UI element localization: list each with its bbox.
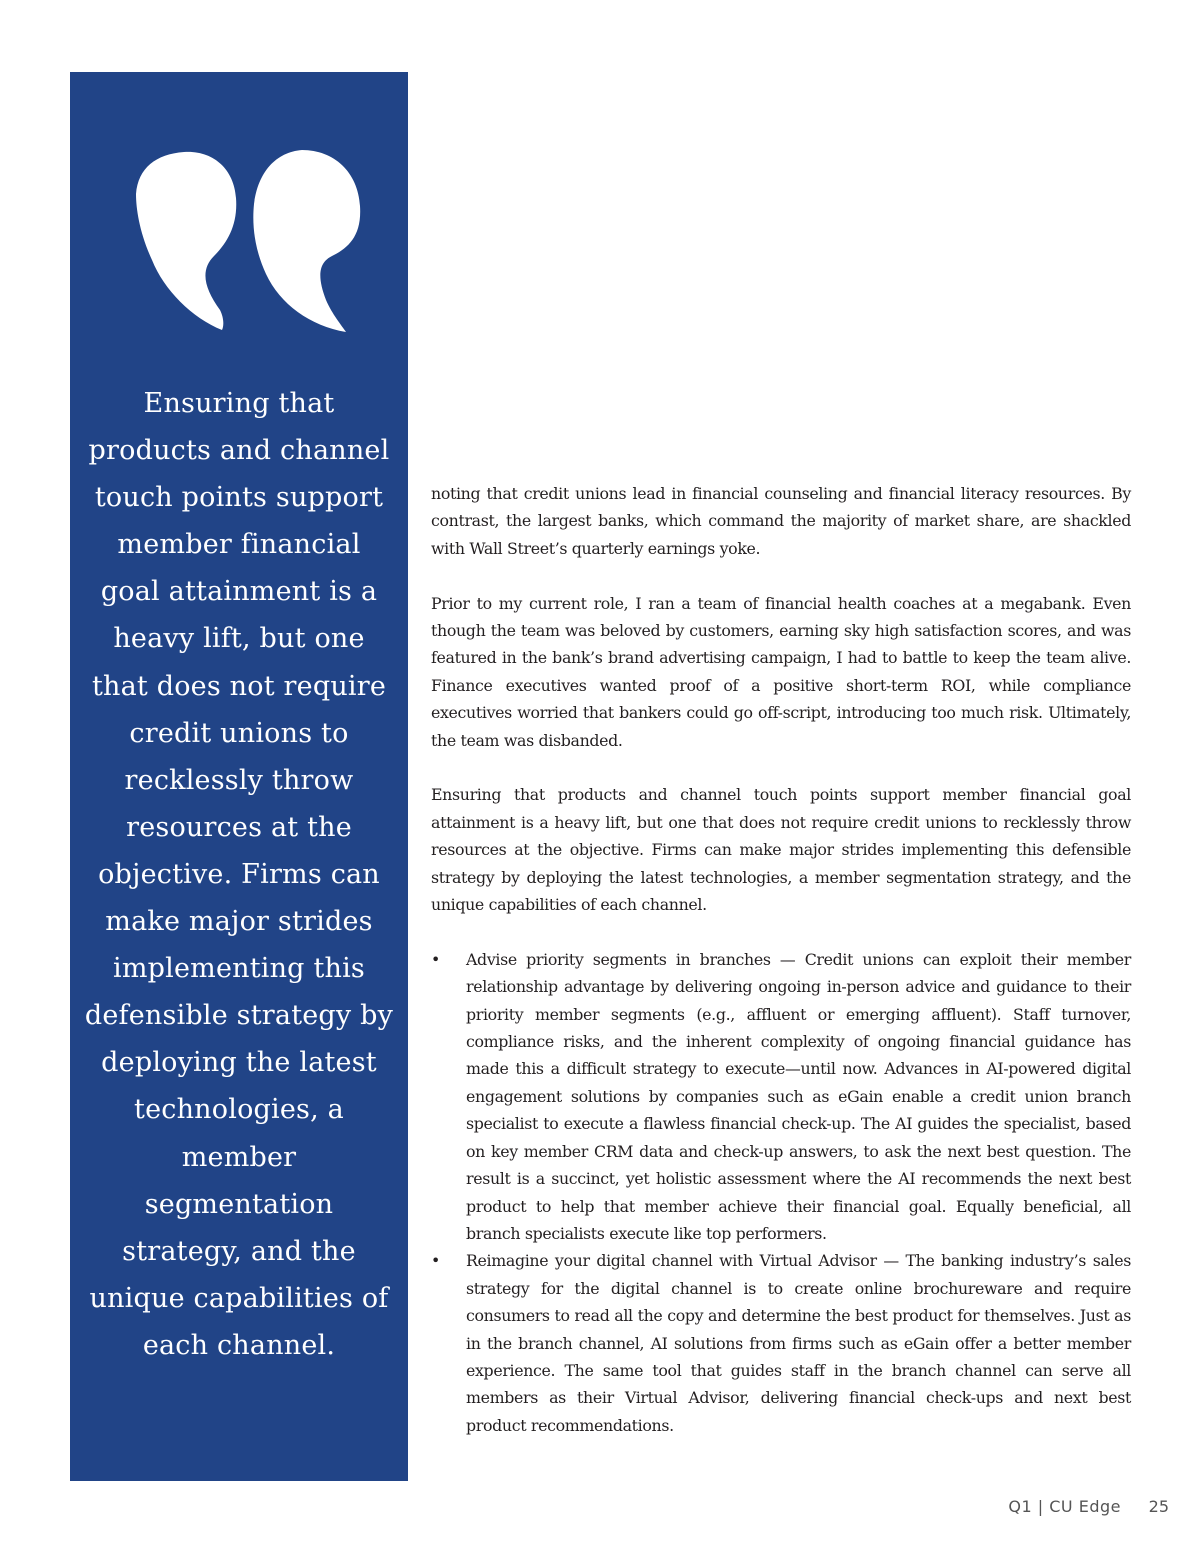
bullet-icon: •	[431, 1251, 440, 1271]
bullet-item	[431, 1247, 1131, 1439]
bullet-text: Reimagine your digital channel with Virtual Advisor — The banking industry’s sales strategy for the digital channel is to create online brochureware and require consumers to read all the copy and determine the best product for themselves. Just as in the branch channel, AI solutions from firms such as eGain offer a better member experience. The same tool that guides staff in the branch channel can serve all members as their Virtual Advisor, delivering financial check-ups and next best product recommendations.	[466, 1251, 1131, 1435]
page-footer	[0, 1497, 1200, 1523]
pull-quote-panel	[70, 72, 408, 1481]
article-body	[431, 480, 1131, 1439]
bullet-item	[431, 946, 1131, 1247]
bullet-icon: •	[431, 949, 440, 969]
pull-quote-text: Ensuring that products and channel touch points support member financial goal attainment is a heavy lift, but one that does not require credit unions to recklessly throw resources at the objective. Firms can make major strides implementing this defensible strategy by deploying the latest technologies, a member segmentation strategy, and the unique capabilities of each channel.	[84, 388, 394, 1361]
article-paragraph: noting that credit unions lead in financial counseling and financial literacy resources. By contrast, the largest banks, which command the majority of market share, are shackled with Wall Street’s quarterly earnings yoke.	[431, 484, 1131, 558]
publication-name: Q1 | CU Edge	[1008, 1497, 1121, 1516]
quotation-mark-icon	[132, 150, 362, 340]
page-number: 25	[1148, 1497, 1169, 1516]
article-paragraph: Prior to my current role, I ran a team of financial health coaches at a megabank. Even though the team was beloved by customers, earning sky high satisfaction scores, and was featured in the bank’s brand advertising campaign, I had to battle to keep the team alive. Finance executives wanted proof of a positive short-term ROI, while compliance executives worried that bankers could go off-script, introducing too much risk. Ultimately, the team was disbanded.	[431, 593, 1131, 750]
bullet-text: Advise priority segments in branches — Credit unions can exploit their member relationship advantage by delivering ongoing in-person advice and guidance to their priority member segments (e.g., affluent or emerging affluent). Staff turnover, compliance risks, and the inherent complexity of ongoing financial guidance has made this a difficult strategy to execute—until now. Advances in AI-powered digital engagement solutions by companies such as eGain enable a credit union branch specialist to execute a flawless financial check-up. The AI guides the specialist, based on key member CRM data and check-up answers, to ask the next best question. The result is a succinct, yet holistic assessment where the AI recommends the next best product to help that member achieve their financial goal. Equally beneficial, all branch specialists execute like top performers.	[466, 949, 1131, 1243]
bullet-list	[431, 946, 1131, 1439]
article-paragraph: Ensuring that products and channel touch points support member financial goal attainment is a heavy lift, but one that does not require credit unions to recklessly throw resources at the objective. Firms can make major strides implementing this defensible strategy by deploying the latest technologies, a member segmentation strategy, and the unique capabilities of each channel.	[431, 785, 1131, 915]
